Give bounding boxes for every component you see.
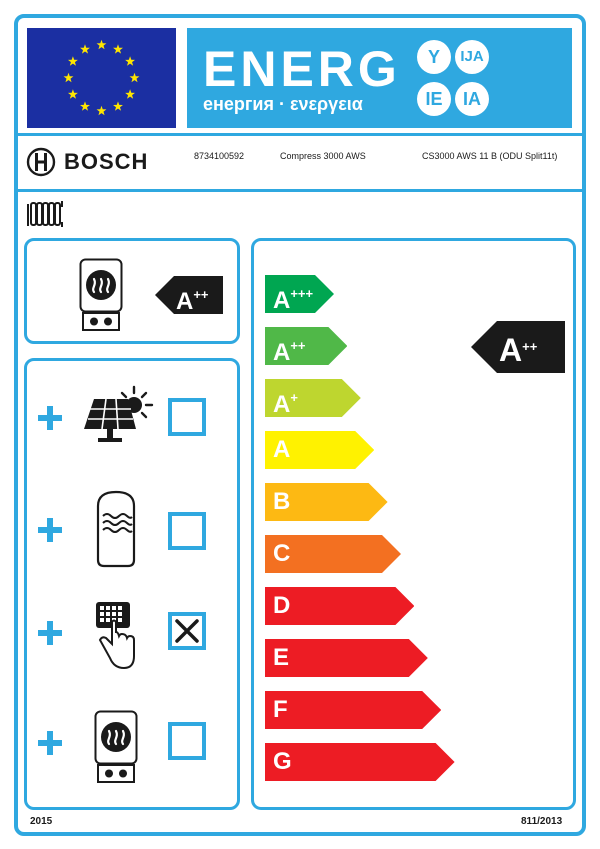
heater-class-box xyxy=(24,238,240,344)
heater-icon xyxy=(79,258,123,332)
energy-class-label xyxy=(273,330,306,369)
energy-class-label xyxy=(273,642,289,674)
eu-star-icon xyxy=(68,89,78,98)
temperature-control-checkbox[interactable] xyxy=(168,612,206,650)
energy-class-label xyxy=(273,590,290,622)
energy-scale-box xyxy=(251,238,576,810)
energy-class-label xyxy=(273,538,290,570)
energy-class-letter: A xyxy=(273,287,291,314)
energy-class-arrow xyxy=(265,431,374,469)
eu-star-icon xyxy=(113,44,123,53)
energy-class-arrow xyxy=(265,327,347,365)
product-line: Compress 3000 AWS xyxy=(280,151,366,161)
energy-class-label xyxy=(273,694,288,726)
solar-collector-checkbox[interactable] xyxy=(168,398,206,436)
energy-class-label xyxy=(273,382,298,421)
energy-class-scale xyxy=(265,275,465,795)
eu-flag-icon xyxy=(27,28,176,128)
energy-class-arrow xyxy=(265,691,441,729)
energy-class-arrow xyxy=(265,639,428,677)
eu-star-icon xyxy=(80,44,90,53)
checkmark-x-icon xyxy=(174,618,200,644)
eu-star-icon xyxy=(97,40,107,49)
heater-class-main: A xyxy=(176,288,194,315)
hot-water-tank-checkbox[interactable] xyxy=(168,512,206,550)
radiator-icon xyxy=(26,200,70,228)
energy-word: ENERG xyxy=(203,41,401,97)
energy-banner xyxy=(187,28,572,128)
lang-badge-ie: IE xyxy=(417,82,451,116)
plus-icon xyxy=(38,518,62,542)
eu-star-icon xyxy=(125,56,135,65)
heater-class-plus: ++ xyxy=(193,287,209,302)
eu-star-icon xyxy=(130,73,140,82)
eu-star-icon xyxy=(125,89,135,98)
header-divider xyxy=(18,133,582,136)
package-class-main: A xyxy=(499,332,523,368)
eu-star-icon xyxy=(68,56,78,65)
eu-star-icon xyxy=(64,73,74,82)
plus-icon xyxy=(38,406,62,430)
lang-badge-ija: IJA xyxy=(455,40,489,74)
energy-class-label xyxy=(273,486,290,518)
model-name: CS3000 AWS 11 B (ODU Split11t) xyxy=(422,151,558,161)
brand-name: BOSCH xyxy=(64,149,149,174)
energy-class-letter: B xyxy=(273,488,291,515)
heater-class-tag xyxy=(155,276,223,314)
energy-class-label xyxy=(273,746,292,778)
energy-class-letter: D xyxy=(273,592,291,619)
energy-class-letter: E xyxy=(273,644,290,671)
lang-badge-y: Y xyxy=(417,40,451,74)
energy-class-label xyxy=(273,278,313,317)
energy-subtitle: енергия · ενεργεια xyxy=(203,94,363,114)
footer-regulation: 811/2013 xyxy=(521,816,563,827)
energy-class-arrow xyxy=(265,379,361,417)
energy-class-letter: G xyxy=(273,748,292,775)
bosch-logo-icon xyxy=(26,147,56,177)
energy-class-plus: + xyxy=(290,390,298,405)
energy-class-arrow xyxy=(265,483,388,521)
energy-class-arrow xyxy=(265,587,414,625)
solar-collector-icon xyxy=(80,385,156,447)
energy-class-letter: A xyxy=(273,339,291,366)
temperature-control-icon xyxy=(92,600,138,672)
energy-class-letter: A xyxy=(273,436,291,463)
eu-star-icon xyxy=(113,101,123,110)
package-class-tag xyxy=(471,321,565,373)
model-id: 8734100592 xyxy=(194,151,245,161)
plus-icon xyxy=(38,731,62,755)
supplier-divider xyxy=(18,189,582,192)
eu-star-icon xyxy=(80,101,90,110)
footer-year: 2015 xyxy=(30,816,53,827)
energy-class-label xyxy=(273,434,290,466)
energy-class-letter: C xyxy=(273,540,291,567)
supplementary-heater-icon xyxy=(94,710,138,784)
supplementary-heater-checkbox[interactable] xyxy=(168,722,206,760)
package-class-plus: ++ xyxy=(522,339,538,354)
lang-badge-ia: IA xyxy=(455,82,489,116)
energy-class-letter: F xyxy=(273,696,288,723)
plus-icon xyxy=(38,621,62,645)
energy-class-plus: +++ xyxy=(290,286,314,301)
energy-class-arrow xyxy=(265,275,334,313)
eu-star-icon xyxy=(97,106,107,115)
energy-class-arrow xyxy=(265,535,401,573)
energy-class-arrow xyxy=(265,743,455,781)
hot-water-tank-icon xyxy=(94,490,138,568)
energy-class-plus: ++ xyxy=(290,338,306,353)
energy-class-letter: A xyxy=(273,391,291,418)
